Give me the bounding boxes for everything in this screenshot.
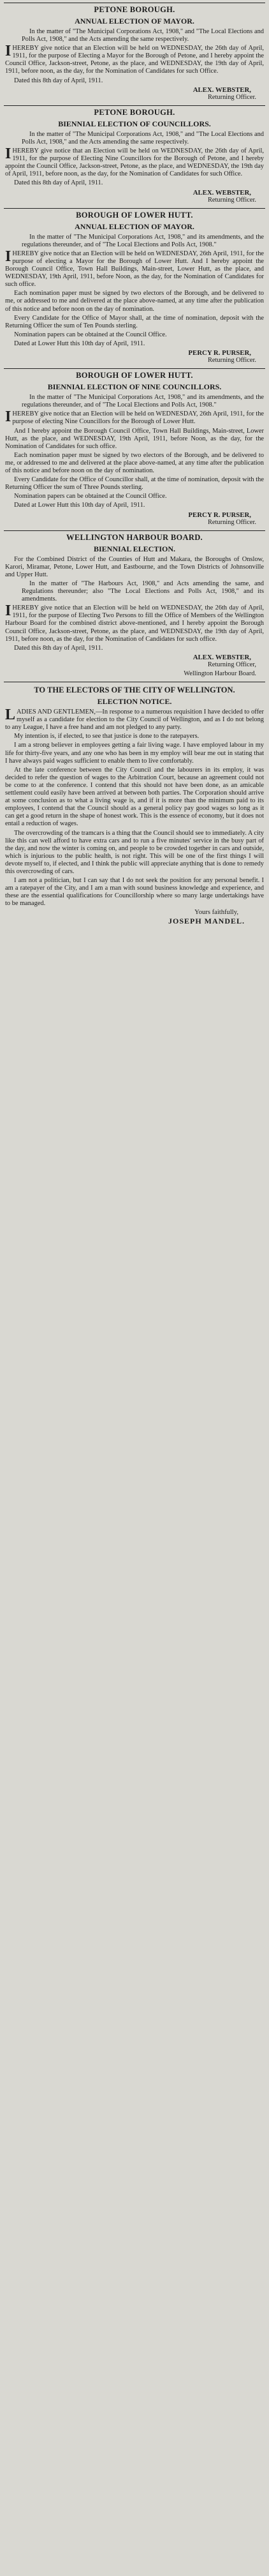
address-paragraph: At the late conference between the City Council and the labourers in its employ, it was decided to refer the question of wages to the Arbitration Court, because an agreement could not be come to at the conference. I contend that this should not have been done, as an amicable settlement could easily have been arrived at between both parties. The Corporation should arrive at some conclusion as to what a living wage is, and if it is more than the minimum paid to its employees, I contend that the Council should as a general policy pay good wages so long as it can get a good return in the shape of honest work. This is the essence of economy, but it does not entail a reduction of wages. — [5, 766, 264, 828]
petone-councillors-notice — [4, 105, 265, 208]
district-description: For the Combined District of the Counties of Hutt and Makara, the Boroughs of Onslow, Karori, Miramar, Petone, Lower Hutt, and Eastbourne, and the Town Districts of Johnsonville and Upper Hutt. — [5, 555, 264, 578]
address-paragraph: I am a strong believer in employees getting a fair living wage. I have employed labour in my life for thirty-five years, and any one who has been in my employ will bear me out in stating that I have always paid wages sufficient to enable them to live comfortably. — [5, 742, 264, 765]
dated-line: Dated at Lower Hutt this 10th day of April, 1911. — [14, 340, 145, 347]
legal-preamble: In the matter of "The Municipal Corporations Act, 1908," and its amendments, and the regulations thereunder, and of "The Local Elections and Polls Act, 1908." — [22, 394, 264, 409]
candidate-name: JOSEPH MANDEL. — [168, 916, 245, 925]
lower-hutt-mayor-notice — [4, 208, 265, 369]
notice-body: IHEREBY give notice that an Election will be held on WEDNESDAY, the 26th day of April, 1911, for the purpose of Electing Two Persons to fill the Office of Members of the Wellington Harbour Board for the combined district above-mentioned, and I hereby appoint the Borough Council Office, Jackson-street, Petone, as the place, and WEDNESDAY, the 19th day of April, 1911, before noon, as the day, for the Nomination of Candidates for such office. — [5, 603, 264, 643]
address-paragraph: I am not a politician, but I can say that I do not seek the position for any personal benefit. I am a ratepayer of the City, and I am a man with sound business knowledge and experience, and these are the essential qualifications for Councillorship where so many large undertakings have to be managed. — [5, 877, 264, 908]
legal-preamble: In the matter of "The Harbours Act, 1908," and Acts amending the same, and Regulations thereunder; also "The Local Elections and Polls Act, 1908," and its amendments. — [22, 580, 264, 603]
signatory-role: Returning Officer, — [207, 661, 256, 668]
notice-subtitle: ELECTION NOTICE. — [97, 697, 172, 707]
notice-paragraph: Nomination papers can be obtained at the Council Office. — [14, 493, 167, 500]
signatory: PERCY R. PURSER, — [188, 511, 251, 519]
dated-line: Dated this 8th day of April, 1911. — [14, 644, 103, 652]
signatory-organisation: Wellington Harbour Board. — [184, 670, 256, 677]
signatory-role: Returning Officer. — [208, 357, 256, 364]
notice-subtitle: BIENNIAL ELECTION. — [93, 544, 176, 553]
petone-mayor-notice — [4, 3, 265, 105]
address-paragraph: The overcrowding of the tramcars is a thing that the Council should see to immediately. A city like this can well afford to have extra cars and to run a five minutes' service in the busy part of the day, and now the winter is coming on, and people to be crowded together in cars and outside, which is injurious to the public health, is not right. This will be one of the first things I will devote myself to, if elected, and I think the public will appreciate anything that is done to remedy this overcrowding of cars. — [5, 829, 264, 875]
notice-paragraph: And I hereby appoint the Borough Council Office, Town Hall Buildings, Main-street, Lower Hutt, as the place, and WEDNESDAY, 19th April, 1911, before Noon, as the day, for the Nomination of Candidates for such office. — [5, 427, 264, 450]
signatory: ALEX. WEBSTER, — [193, 188, 251, 197]
lower-hutt-councillors-notice — [4, 368, 265, 530]
notice-title: BOROUGH OF LOWER HUTT. — [76, 210, 193, 220]
notice-paragraph: Nomination papers can be obtained at the Council Office. — [14, 331, 167, 338]
election-address — [4, 682, 265, 927]
notice-paragraph: Every Candidate for the Office of Mayor shall, at the time of nomination, deposit with the Returning Officer the sum of Ten Pounds sterling. — [5, 314, 264, 329]
dated-line: Dated at Lower Hutt this 10th day of April, 1911. — [14, 502, 145, 509]
notice-paragraph: Every Candidate for the Office of Councillor shall, at the time of nomination, deposit with the Returning Officer the sum of Three Pounds sterling. — [5, 476, 264, 491]
newspaper-page — [4, 0, 265, 930]
notice-subtitle: BIENNIAL ELECTION OF COUNCILLORS. — [58, 119, 211, 128]
notice-title: TO THE ELECTORS OF THE CITY OF WELLINGTON. — [34, 685, 235, 695]
notice-title: PETONE BOROUGH. — [94, 5, 175, 14]
dated-line: Dated this 8th day of April, 1911. — [14, 179, 103, 187]
notice-body: IHEREBY give notice that an Election will be held on WEDNESDAY, 26th April, 1911, for the purpose of electing Nine Councillors for the Borough of Lower Hutt. — [5, 408, 264, 426]
notice-title: PETONE BOROUGH. — [94, 107, 175, 117]
legal-preamble: In the matter of "The Municipal Corporations Act, 1908," and "The Local Elections and Polls Act, 1908," and the Acts amending the same respectively. — [22, 28, 264, 43]
notice-subtitle: ANNUAL ELECTION OF MAYOR. — [75, 221, 194, 231]
notice-subtitle: ANNUAL ELECTION OF MAYOR. — [75, 17, 194, 26]
notice-title: BOROUGH OF LOWER HUTT. — [76, 371, 193, 380]
notice-paragraph: Each nomination paper must be signed by two electors of the Borough, and be delivered to me, or addressed to me and delivered at the place above-named, at any time after the publication of this notice and before noon on the day of nomination. — [5, 290, 264, 313]
notice-body: IHEREBY give notice that an Election will be held on WEDNESDAY, 26th April, 1911, for the purpose of electing a Mayor for the Borough of Lower Hutt. And I hereby appoint the Borough Council Office, Town Hall Buildings, Main-street, Lower Hutt, as the place, and WEDNESDAY, 19th April, 1911, before Noon, as the day, for the Nomination of Candidates for such office. — [5, 248, 264, 288]
closing-salutation: Yours faithfully, — [194, 909, 238, 917]
signatory-role: Returning Officer. — [208, 518, 256, 526]
dated-line: Dated this 8th day of April, 1911. — [14, 77, 103, 84]
legal-preamble: In the matter of "The Municipal Corporations Act, 1908," and "The Local Elections and Polls Act, 1908," and the Acts amending the same respectively. — [22, 130, 264, 146]
notice-subtitle: BIENNIAL ELECTION OF NINE COUNCILLORS. — [47, 382, 222, 392]
signatory: ALEX. WEBSTER, — [193, 86, 251, 94]
address-paragraph: My intention is, if elected, to see that justice is done to the ratepayers. — [14, 733, 200, 740]
notice-title: WELLINGTON HARBOUR BOARD. — [66, 532, 203, 542]
harbour-board-notice — [4, 530, 265, 682]
legal-preamble: In the matter of "The Municipal Corporations Act, 1908," and its amendments, and the regulations thereunder, and of "The Local Elections and Polls Act, 1908." — [22, 233, 264, 248]
signatory: PERCY R. PURSER, — [188, 349, 251, 357]
notice-body: IHEREBY give notice that an Election will be held on WEDNESDAY, the 26th day of April, 1911, for the purpose of Electing Nine Councillors for the Borough of Petone, and I hereby appoint the Council Office, Jackson-street, Petone, as the place, and WEDNESDAY, the 19th day of April, 1911, before noon, as the day, for the Nomination of Candidates for such Office. — [5, 146, 264, 178]
notice-paragraph: Each nomination paper must be signed by two electors of the Borough, and be delivered to me, or addressed to me and delivered at the place above-named, at any time after the publication of this notice and before noon on the day of nomination. — [5, 451, 264, 475]
notice-body: IHEREBY give notice that an Election will be held on WEDNESDAY, the 26th day of April, 1911, for the purpose of Electing a Mayor for the Borough of Petone, and I hereby appoint the Council Office, Jackson-street, Petone, as the place, and WEDNESDAY, the 19th day of April, 1911, before noon, as the day, for the Nomination of Candidates for such Office. — [5, 43, 264, 75]
signatory: ALEX. WEBSTER, — [193, 653, 251, 661]
signatory-role: Returning Officer. — [208, 93, 256, 101]
address-opening: LADIES AND GENTLEMEN,—In response to a numerous requisition I have decided to offer myself as a candidate for election to the City Council of Wellington, and as I do not belong to any League, I have a free hand and am not pledged to any party. — [5, 707, 264, 731]
signatory-role: Returning Officer. — [208, 196, 256, 204]
